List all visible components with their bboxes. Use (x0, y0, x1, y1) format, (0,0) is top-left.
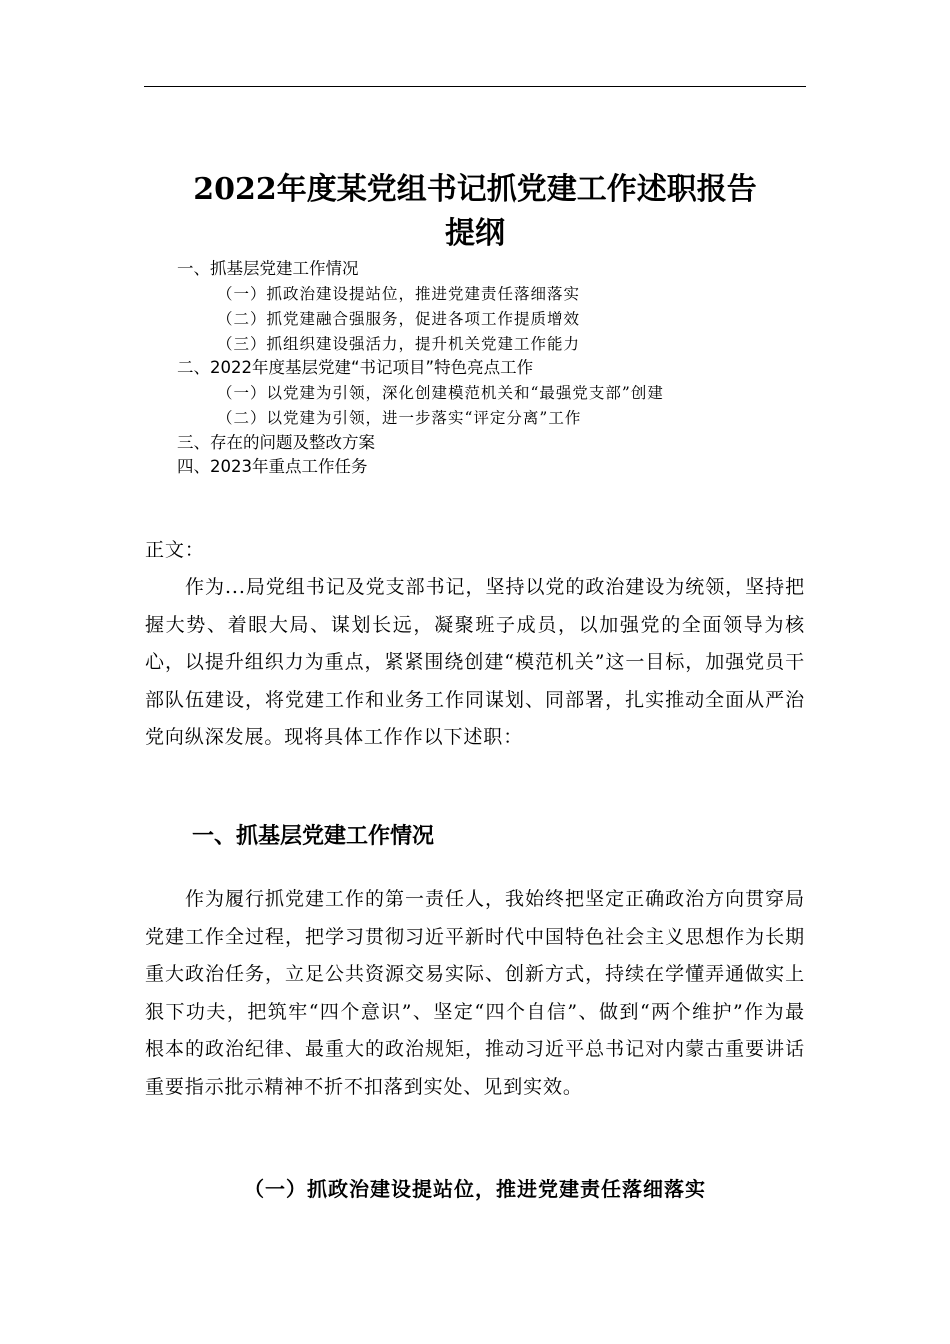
toc-item: （一）抓政治建设提站位，推进党建责任落细落实 (217, 285, 581, 303)
intro-paragraph: 作为...局党组书记及党支部书记，坚持以党的政治建设为统领，坚持把握大势、着眼大局、谋划长远，凝聚班子成员，以加强党的全面领导为核心，以提升组织力为重点，紧紧围绕创建“模范机关”这一目标，加强党员干部队伍建设，将党建工作和业务工作同谋划、同部署，扎实推动全面从严治党向纵深发展。现将具体工作作以下述职： (145, 576, 805, 748)
toc-item: 二、2022年度基层党建“书记项目”特色亮点工作 (177, 358, 534, 377)
toc-item: （一）以党建为引领，深化创建模范机关和“最强党支部”创建 (217, 384, 664, 402)
body-label: 正文： (145, 539, 205, 561)
document-title-line-1: 2022年度某党组书记抓党建工作述职报告 (193, 172, 757, 207)
section-heading: 一、抓基层党建工作情况 (192, 824, 435, 849)
toc-item: 一、抓基层党建工作情况 (177, 259, 359, 278)
toc-item: （二）抓党建融合强服务，促进各项工作提质增效 (217, 310, 581, 328)
toc-item: 四、2023年重点工作任务 (177, 457, 368, 476)
toc-item: （三）抓组织建设强活力，提升机关党建工作能力 (217, 335, 581, 353)
section-paragraph: 作为履行抓党建工作的第一责任人，我始终把坚定正确政治方向贯穿局党建工作全过程，把学习贯彻习近平新时代中国特色社会主义思想作为长期重大政治任务，立足公共资源交易实际、创新方式，持续在学懂弄通做实上狠下功夫，把筑牢“四个意识”、坚定“四个自信”、做到“两个维护”作为最根本的政治纪律、最重大的政治规矩，推动习近平总书记对内蒙古重要讲话重要指示批示精神不折不扣落到实处、见到实效。 (145, 888, 805, 1098)
header-rule (144, 86, 806, 87)
toc-item: （二）以党建为引领，进一步落实“评定分离”工作 (217, 409, 582, 427)
toc-item: 三、存在的问题及整改方案 (177, 433, 375, 452)
document-title-line-2: 提纲 (445, 216, 505, 251)
subsection-heading: （一）抓政治建设提站位，推进党建责任落细落实 (244, 1177, 706, 1201)
